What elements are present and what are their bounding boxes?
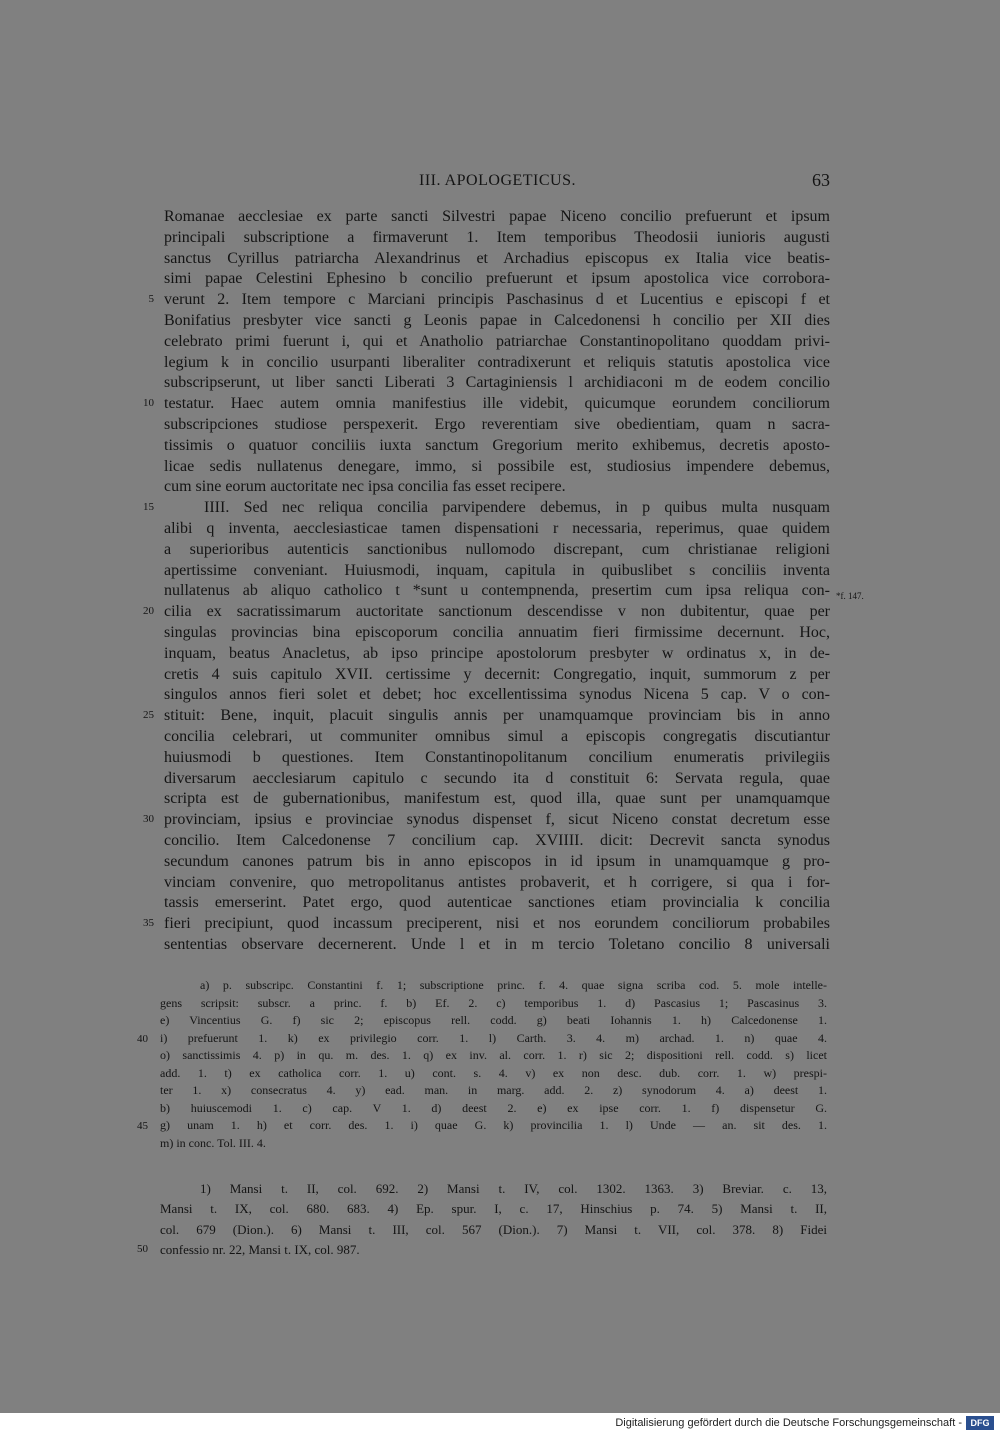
main-text-line: verunt 2. Item tempore c Marciani principis Paschasinus d et Lucentius e episcopi f et — [164, 291, 830, 309]
line-number: 50 — [137, 1242, 148, 1255]
funding-credit: Digitalisierung gefördert durch die Deutsche Forschungsgemeinschaft - — [615, 1417, 962, 1429]
line-number: 40 — [137, 1032, 148, 1045]
main-text-line: tassis emerserint. Patet ergo, quod autenticae sanctiones etiam provincialia k concilia — [164, 894, 830, 912]
main-text-line: singulos annos fieri solet et debet; hoc excellentissima synodus Nicena 5 cap. V o con- — [164, 686, 830, 704]
main-text-line: cilia ex sacratissimarum auctoritate sanctionum descendisse v non dubitentur, quae per — [164, 603, 830, 621]
main-text-line: licae sedis nullatenus denegare, immo, si possibile est, studiosius impendere debemus, — [164, 457, 830, 475]
footnote-line: e) Vincentius G. f) sic 2; episcopus rell. codd. g) beati Iohannis 1. h) Calcedonense 1. — [160, 1013, 827, 1027]
main-text-line: scripta est de gubernationibus, manifestum est, quod illa, quae sunt per unamquamque — [164, 790, 830, 808]
main-text-line: legium k in concilio usurpanti liberaliter contradixerunt et reliquis statutis apostolica vice — [164, 353, 830, 371]
footnote-line: g) unam 1. h) et corr. des. 1. i) quae G. k) provincilia 1. l) Unde — an. sit des. 1. — [160, 1118, 827, 1132]
main-text-line: apertissime conveniant. Huiusmodi, inquam, capitula in quibuslibet s conciliis inventa — [164, 561, 830, 579]
reference-line: confessio nr. 22, Mansi t. IX, col. 987. — [160, 1241, 360, 1257]
main-text-line: tissimis o quatuor conciliis iuxta sanctum Gregorium merito exhibemus, decretis aposto- — [164, 436, 830, 454]
footnote-line: o) sanctissimis 4. p) in qu. m. des. 1. q) ex inv. al. corr. 1. r) sic 2; dispositioni rell. codd. s) licet — [160, 1048, 827, 1062]
main-text-line: a superioribus autenticis sanctionibus nullomodo discrepant, cum christianae religioni — [164, 540, 830, 558]
footnote-line: gens scripsit: subscr. a princ. f. b) Ef. 2. c) temporibus 1. d) Pascasius 1; Pascasinus 3. — [160, 995, 827, 1010]
main-text-line: principali subscriptione a firmaverunt 1. Item temporibus Theodosii iunioris augusti — [164, 228, 830, 246]
main-text-line: sententias observare decernerent. Unde l et in m tercio Toletano concilio 8 universali — [164, 936, 830, 953]
footnote-line: ter 1. x) consecratus 4. y) ead. man. in marg. add. 2. z) synodorum 4. a) deest 1. — [160, 1083, 827, 1097]
line-number: 5 — [148, 293, 154, 306]
line-number: 15 — [143, 501, 154, 514]
line-number: 25 — [143, 709, 154, 722]
reference-line: col. 679 (Dion.). 6) Mansi t. III, col. 567 (Dion.). 7) Mansi t. VII, col. 378. 8) Fidei — [160, 1221, 827, 1237]
line-number: 35 — [143, 917, 154, 930]
main-text-line: subscripserunt, ut liber sancti Liberati 3 Cartaginiensis l archidiaconi m de eodem concilio — [164, 374, 830, 392]
main-text-line: Romanae aecclesiae ex parte sancti Silvestri papae Niceno concilio prefuerunt et ipsum — [164, 208, 830, 225]
main-text-line: fieri precipiunt, quod incassum preciperent, nisi et nos eorundem conciliorum probabiles — [164, 915, 830, 933]
main-text-line: concilia celebrari, ut communiter omnibus simul a episcopis congregatis discutiantur — [164, 728, 830, 745]
margin-folio-note: *f. 147. — [836, 591, 864, 601]
reference-line: Mansi t. IX, col. 680. 683. 4) Ep. spur. I, c. 17, Hinschius p. 74. 5) Mansi t. II, — [160, 1201, 827, 1217]
main-text-line: vinciam convenire, quo metropolitanus antistes probaverit, et h corrigere, si qua i for- — [164, 873, 830, 891]
main-text-line: stituit: Bene, inquit, placuit singulis annis per unamquamque provinciam bis in anno — [164, 707, 830, 725]
footnote-line: a) p. subscripc. Constantini f. 1; subscriptione princ. f. 4. quae signa scriba cod. 5. mole intelle- — [200, 978, 827, 992]
main-text-line: Bonifatius presbyter vice sancti g Leonis papae in Calcedonensi h concilio per XII dies — [164, 312, 830, 329]
footnote-line: b) huiuscemodi 1. c) cap. V 1. d) deest 2. e) ex ipse corr. 1. f) dispensetur G. — [160, 1100, 827, 1115]
main-text-line: nullatenus ab aliquo catholico t *sunt u contempnenda, presertim cum ipsa reliqua con- — [164, 582, 830, 600]
main-text-line: celebrato primi fuerunt i, qui et Anatholio patriarchae Constantinopolitano quoddam privi- — [164, 332, 830, 350]
main-text-line: IIII. Sed nec reliqua concilia parvipendere debemus, in p quibus multa nusquam — [204, 499, 830, 517]
footnote-line: i) prefuerunt 1. k) ex privilegio corr. 1. l) Carth. 3. 4. m) archad. 1. n) quae 4. — [160, 1030, 827, 1045]
main-text-line: testatur. Haec autem omnia manifestius ille videbit, quicumque eorundem conciliorum — [164, 395, 830, 413]
running-head: III. APOLOGETICUS. — [419, 172, 576, 189]
footnote-line: add. 1. t) ex catholica corr. 1. u) cont. s. 4. v) ex non desc. dub. corr. 1. w) prespi- — [160, 1065, 827, 1080]
main-text-line: alibi q inventa, aecclesiasticae tamen dispensationi r necessaria, reperimus, quae quidem — [164, 520, 830, 537]
main-text-line: concilio. Item Calcedonense 7 concilium cap. XVIIII. dicit: Decrevit sancta synodus — [164, 832, 830, 849]
reference-line: 1) Mansi t. II, col. 692. 2) Mansi t. IV, col. 1302. 1363. 3) Breviar. c. 13, — [200, 1181, 827, 1196]
main-text-line: sanctus Cyrillus patriarcha Alexandrinus et Archadius episcopus ex Italia vice beatis- — [164, 249, 830, 267]
footnote-line: m) in conc. Tol. III. 4. — [160, 1135, 266, 1150]
main-text-line: diversarum aecclesiarum capitulo c secundo ita d constituit 6: Servata regula, quae — [164, 769, 830, 787]
line-number: 45 — [137, 1120, 148, 1132]
main-text-line: cretis 4 suis capitulo XVII. certissime y decernit: Congregatio, inquit, summorum z per — [164, 665, 830, 683]
main-text-line: subscripciones studiose perspexerit. Ergo reverentiam sive obedientiam, quam n sacra- — [164, 416, 830, 433]
line-number: 20 — [143, 605, 154, 618]
main-text-line: singulas provincias bina episcoporum concilia annuatim fieri firmissime decernunt. Hoc, — [164, 624, 830, 641]
main-text-line: cum sine eorum auctoritate nec ipsa concilia fas esset recipere. — [164, 478, 566, 496]
main-text-line: simi papae Celestini Ephesino b concilio prefuerunt et ipsum apostolica vice corrobora- — [164, 270, 830, 288]
main-text-line: inquam, beatus Anacletus, ab ipso principe apostolorum presbyter w ordinatus x, in de- — [164, 644, 830, 662]
main-text-line: secundum canones patrum bis in anno episcopos in id ipsum in unamquamque g pro- — [164, 852, 830, 870]
page-number: 63 — [812, 170, 830, 190]
line-number: 30 — [143, 813, 154, 826]
main-text-line: huiusmodi b questiones. Item Constantinopolitanum concilium enumeratis privilegiis — [164, 748, 830, 766]
dfg-logo: DFG — [966, 1416, 994, 1430]
main-text-line: provinciam, ipsius e provinciae synodus dispenset f, sicut Niceno constat decretum esse — [164, 811, 830, 829]
digitization-footer — [0, 1413, 1000, 1434]
line-number: 10 — [143, 397, 154, 410]
